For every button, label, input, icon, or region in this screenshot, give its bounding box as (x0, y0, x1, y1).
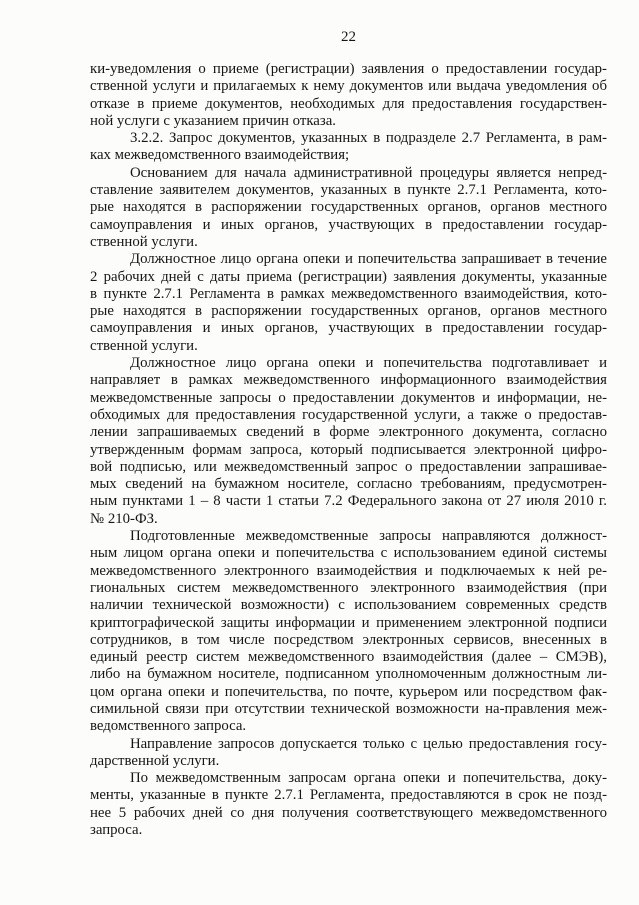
text-line: рые находятся в распоряжении государственных органов, органов местного (90, 303, 607, 320)
text-line: криптографической защиты информации и применением электронной подписи (90, 614, 607, 631)
text-line: либо на бумажном носителе, подписанном уполномоченным должностным ли- (90, 666, 607, 683)
text-line: 3.2.2. Запрос документов, указанных в подразделе 2.7 Регламента, в рам- (130, 130, 607, 147)
text-line: рые находятся в распоряжении государственных органов, органов местного (90, 199, 607, 216)
text-line: дарственной услуги. (90, 752, 220, 769)
text-line: межведомственного электронного взаимодействия и подключаемых к ней ре- (90, 562, 607, 579)
text-line: наличии технической возможности) с использованием современных средств (90, 597, 607, 614)
text-line: цом органа опеки и попечительства, по почте, курьером или посредством фак- (90, 683, 607, 700)
text-line: По межведомственным запросам органа опеки и попечительства, доку- (130, 770, 607, 787)
text-line: ки-уведомления о приеме (регистрации) заявления о предоставлении государ- (90, 61, 607, 77)
text-line: ным лицом органа опеки и попечительства с использованием единой системы (90, 545, 607, 562)
text-line: межведомственные запросы о предоставлении документов и информации, не- (90, 389, 607, 406)
text-line: вой подписью, или межведомственный запрос о предоставлении запрашивае- (90, 458, 607, 475)
text-line: единый реестр систем межведомственного взаимодействия (далее – СМЭВ), (90, 649, 607, 666)
text-line: Должностное лицо органа опеки и попечительства подготавливает и (130, 355, 607, 372)
text-line: нее 5 рабочих дней со дня получения соответствующего межведомственного (90, 804, 607, 821)
text-line: ным пунктами 1 – 8 части 1 статьи 7.2 Федерального закона от 27 июля 2010 г. (90, 493, 607, 510)
text-line: Направление запросов допускается только с целью предоставления госу- (130, 735, 607, 752)
text-line: лении запрашиваемых сведений в форме электронного документа, согласно (90, 424, 607, 441)
text-line: сотрудников, в том числе посредством электронных сервисов, внесенных в (90, 631, 607, 648)
text-line: утвержденным формам запроса, который подписывается электронной цифро- (90, 441, 607, 458)
text-line: менты, указанные в пункте 2.7.1 Регламента, предоставляются в срок не позд- (90, 787, 607, 804)
text-line: самоуправления и иных органов, участвующих в предоставлении государ- (90, 216, 607, 233)
text-line: ственной услуги и прилагаемых к нему документов или выдача уведомления об (90, 78, 607, 95)
text-line: ставление заявителем документов, указанных в пункте 2.7.1 Регламента, кото- (90, 182, 607, 199)
text-line: Подготовленные межведомственные запросы направляются должност- (130, 528, 607, 545)
text-line: ной услуги с указанием причин отказа. (90, 112, 336, 129)
text-line: обходимых для предоставления государственной услуги, а также о предостав- (90, 406, 607, 423)
text-line: ведомственного запроса. (90, 718, 247, 735)
paragraph (90, 770, 607, 839)
paragraph (90, 528, 607, 736)
paragraph (90, 165, 607, 251)
text-line: отказе в приеме документов, необходимых для предоставления государствен- (90, 95, 607, 112)
paragraph (90, 251, 607, 355)
text-line: Должностное лицо органа опеки и попечительства запрашивает в течение (130, 251, 607, 268)
text-line: 2 рабочих дней с даты приема (регистрации) заявления документы, указанные (90, 268, 607, 285)
text-line: запроса. (90, 822, 143, 839)
text-line: мых сведений на бумажном носителе, согласно требованиям, предусмотрен- (90, 476, 607, 493)
body-text (90, 61, 607, 839)
text-line: Основанием для начала административной процедуры является непред- (130, 164, 607, 181)
text-line: ственной услуги. (90, 337, 198, 354)
page-number: 22 (341, 29, 356, 45)
paragraph (90, 130, 607, 165)
text-line: гиональных систем межведомственного электронного взаимодействия (при (90, 579, 607, 596)
text-line: в пункте 2.7.1 Регламента в рамках межведомственного взаимодействия, кото- (90, 285, 607, 302)
paragraph (90, 355, 607, 528)
text-line: № 210-ФЗ. (90, 510, 158, 527)
text-line: симильной связи при отсутствии технической возможности на-правления меж- (90, 700, 607, 717)
text-line: ственной услуги. (90, 233, 198, 250)
text-line: самоуправления и иных органов, участвующих в предоставлении государ- (90, 320, 607, 337)
text-line: направляет в рамках межведомственного информационного взаимодействия (90, 372, 607, 389)
paragraph (90, 736, 607, 771)
paragraph (90, 61, 607, 130)
text-line: ках межведомственного взаимодействия; (90, 147, 350, 164)
